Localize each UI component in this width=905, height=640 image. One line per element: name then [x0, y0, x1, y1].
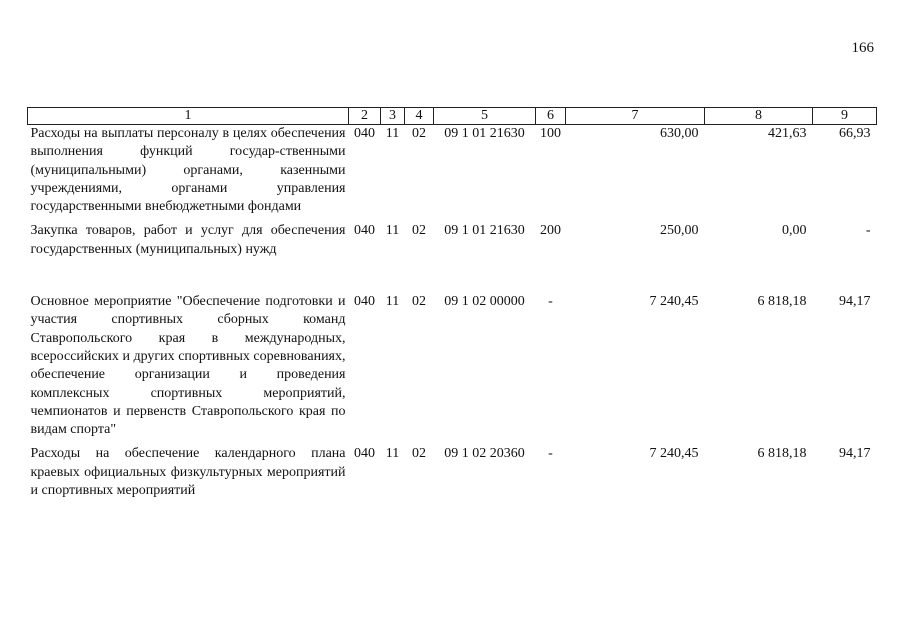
cell-expense-type: 200: [540, 223, 561, 239]
column-header: 2: [349, 108, 381, 125]
row-description: Расходы на обеспечение календарного плана краевых официальных физкультурных мероприятий и спортивных мероприятий: [30, 446, 346, 499]
budget-table: [27, 107, 877, 500]
cell-target-article: 09 1 01 21630: [444, 126, 525, 141]
cell-expense-type: -: [548, 446, 553, 462]
column-header: 9: [813, 108, 877, 125]
cell-target-article: 09 1 02 20360: [444, 446, 525, 462]
cell-section: 11: [385, 223, 400, 239]
cell-code: 040: [354, 126, 375, 141]
cell-expense-type: -: [548, 294, 553, 310]
cell-percent: -: [865, 223, 871, 239]
cell-code: 040: [354, 223, 375, 239]
cell-target-article: 09 1 02 00000: [444, 294, 525, 310]
row-description: Основное мероприятие "Обеспечение подготовки и участия спортивных сборных команд Ставропольского края в международных, всероссийских и других спортивных соревнованиях, обеспечение организации и проведения комплексных спортивных мероприятий, чемпионатов и первенств Ставропольского края по видам спорта": [30, 294, 346, 438]
table-row: [28, 125, 877, 223]
cell-subsection: 02: [412, 223, 426, 239]
cell-actual: 421,63: [768, 126, 807, 141]
table-row: [28, 293, 877, 445]
cell-code: 040: [354, 294, 375, 310]
cell-target-article: 09 1 01 21630: [444, 223, 525, 239]
column-header: 6: [536, 108, 566, 125]
column-header: 8: [705, 108, 813, 125]
page-number: 166: [851, 40, 874, 56]
cell-plan: 630,00: [660, 126, 699, 141]
cell-actual: 6 818,18: [757, 294, 807, 310]
column-header: 7: [566, 108, 705, 125]
cell-section: 11: [385, 446, 400, 462]
row-description: Расходы на выплаты персоналу в целях обеспечения выполнения функций государ-ственными (муниципальными) органами, казенными учреждениями, органами управления государственными внебюджетными фондами: [30, 126, 346, 215]
cell-expense-type: 100: [540, 126, 561, 141]
column-header: 3: [381, 108, 405, 125]
cell-code: 040: [354, 446, 375, 462]
cell-subsection: 02: [412, 446, 426, 462]
column-header: 5: [434, 108, 536, 125]
cell-subsection: 02: [412, 126, 426, 141]
cell-actual: 6 818,18: [757, 446, 807, 462]
cell-percent: 94,17: [839, 446, 871, 462]
cell-plan: 7 240,45: [649, 446, 699, 462]
cell-percent: 66,93: [839, 126, 871, 141]
cell-section: 11: [385, 126, 400, 141]
table-row: [28, 445, 877, 500]
row-description: Закупка товаров, работ и услуг для обеспечения государственных (муниципальных) нужд: [30, 223, 346, 257]
column-header: 4: [405, 108, 434, 125]
table-row: [28, 222, 877, 293]
cell-plan: 250,00: [660, 223, 699, 239]
cell-section: 11: [385, 294, 400, 310]
cell-plan: 7 240,45: [649, 294, 699, 310]
cell-percent: 94,17: [839, 294, 871, 310]
table-header-row: [28, 108, 877, 125]
column-header: 1: [28, 108, 349, 125]
cell-actual: 0,00: [782, 223, 807, 239]
cell-subsection: 02: [412, 294, 426, 310]
